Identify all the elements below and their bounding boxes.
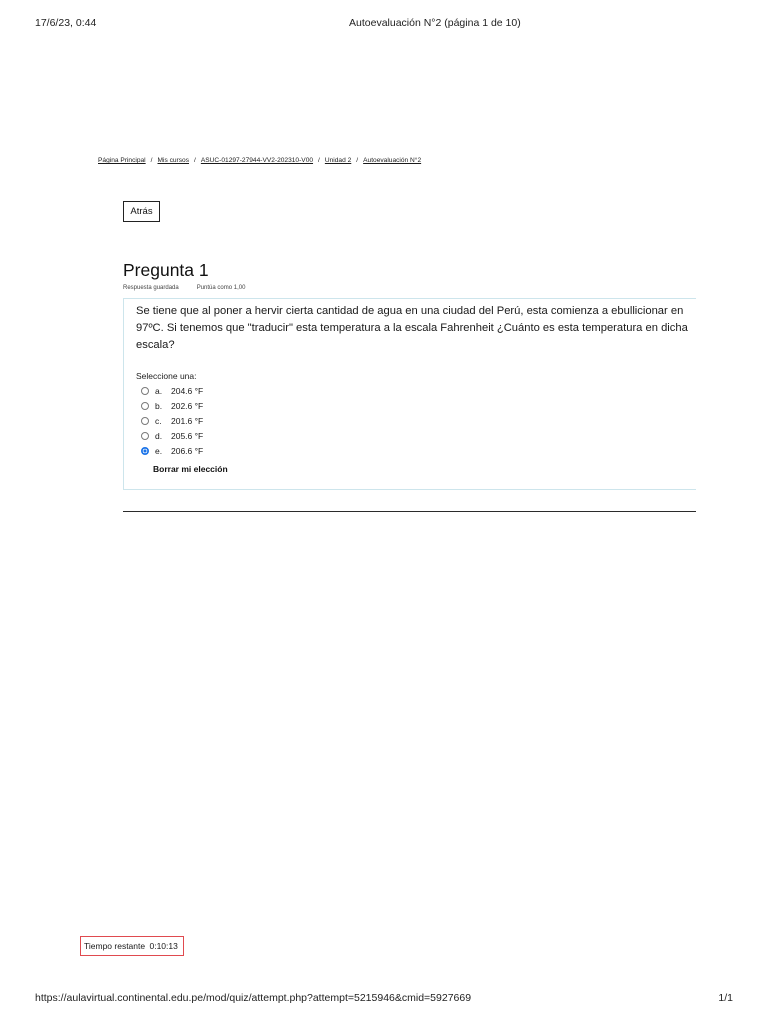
print-footer-url: https://aulavirtual.continental.edu.pe/mod/quiz/attempt.php?attempt=5215946&cmid=5927669 [35,992,472,1004]
option-e-letter: e. [155,446,163,457]
breadcrumb-separator: / [356,157,359,164]
option-a-value: 204.6 °F [171,385,204,396]
option-d-letter: d. [155,431,163,442]
answer-option-a[interactable] [136,383,203,398]
clear-choice-link[interactable]: Borrar mi elección [153,464,228,474]
breadcrumb-separator: / [318,157,320,164]
breadcrumb-separator: / [150,157,153,164]
answer-option-b[interactable] [136,398,203,413]
breadcrumb-link-course[interactable]: ASUC-01297-27944-VV2-202310-V00 [200,157,314,164]
breadcrumb-link-home[interactable]: Página Principal [98,157,146,164]
option-b-letter: b. [155,400,163,411]
question-text: Se tiene que al poner a hervir cierta cantidad de agua en una ciudad del Perú, esta comienza a ebullicionar en 97ºC. Si tenemos que "traducir" esta temperatura a la escala Fahrenheit ¿Cuánto es esta temperatura en dicha escala? [136,305,688,351]
option-a-letter: a. [155,385,163,396]
question-separator [123,511,696,512]
option-b-value: 202.6 °F [171,400,204,411]
option-d-value: 205.6 °F [171,431,204,442]
question-grade: Puntúa como 1,00 [196,285,246,291]
question-state: Respuesta guardada [123,285,179,291]
option-a-radio[interactable] [141,387,149,395]
print-header-date: 17/6/23, 0:44 [35,17,97,29]
breadcrumb-link-unit[interactable]: Unidad 2 [324,157,352,164]
answer-option-c[interactable] [136,413,203,428]
breadcrumb-link-quiz[interactable]: Autoevaluación N°2 [363,157,422,164]
answer-prompt: Seleccione una: [136,371,197,381]
option-c-value: 201.6 °F [171,415,204,426]
answer-options [136,383,203,459]
option-c-radio[interactable] [141,417,149,425]
option-e-value: 206.6 °F [171,446,204,457]
answer-option-e[interactable] [136,444,203,459]
breadcrumb [98,157,421,165]
question-info [123,284,245,292]
timer-label: Tiempo restante [84,941,146,951]
breadcrumb-link-my-courses[interactable]: Mis cursos [157,157,190,164]
breadcrumb-separator: / [194,157,196,164]
back-button[interactable]: Atrás [123,201,160,222]
option-d-radio[interactable] [141,432,149,440]
option-b-radio[interactable] [141,402,149,410]
timer-box [80,936,184,956]
question-heading: Pregunta 1 [123,260,209,280]
option-c-letter: c. [155,415,162,426]
option-e-radio[interactable] [141,447,149,455]
answer-option-d[interactable] [136,429,203,444]
question-box [123,298,696,490]
timer-value: 0:10:13 [149,941,178,951]
print-footer-page-count: 1/1 [718,992,733,1004]
print-header-title: Autoevaluación N°2 (página 1 de 10) [349,17,521,29]
